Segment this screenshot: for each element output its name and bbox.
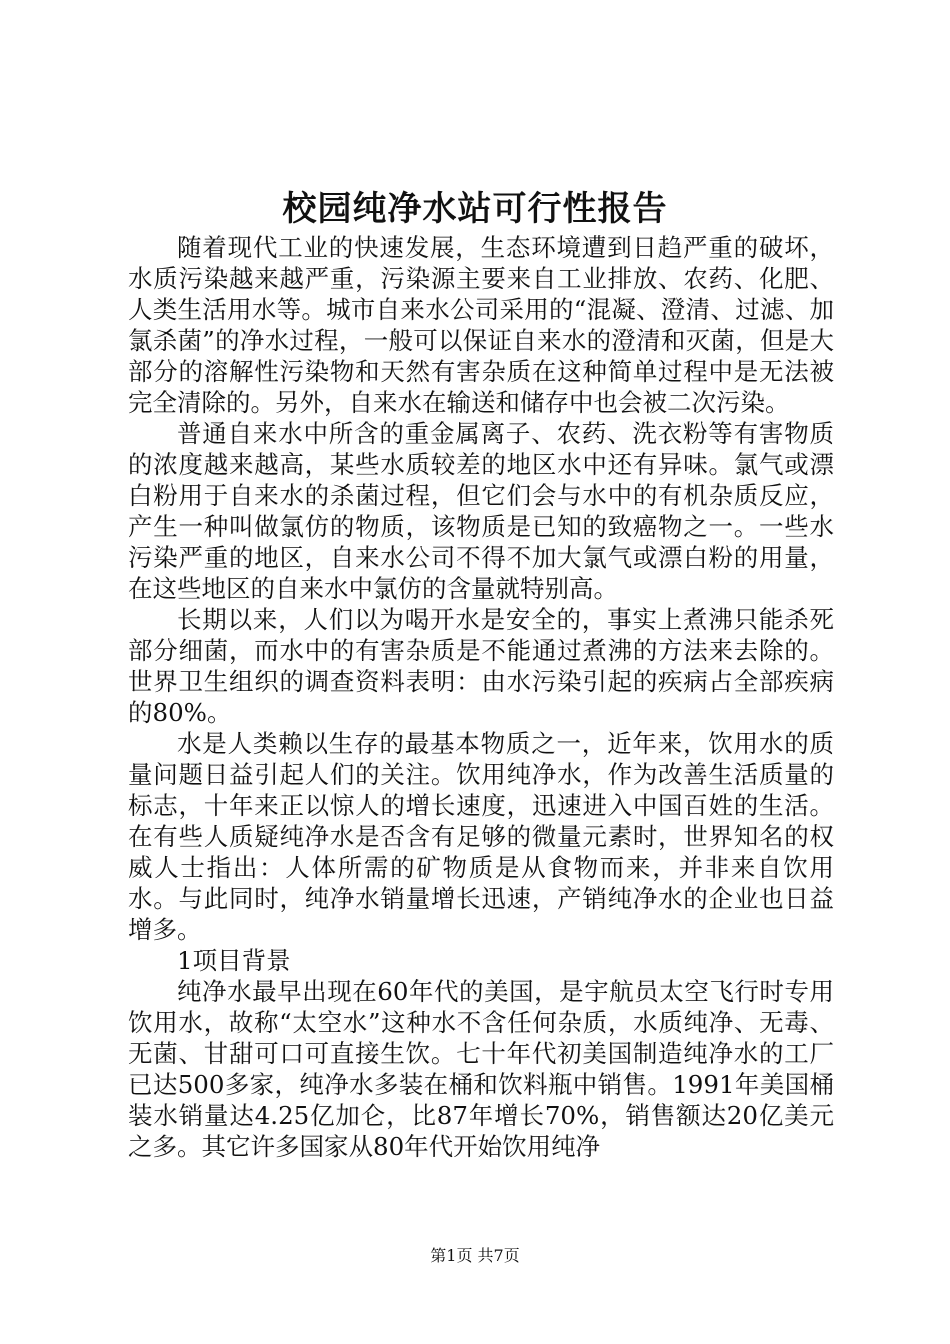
paragraph-purified-water-history: 纯净水最早出现在60年代的美国，是宇航员太空飞行时专用饮用水，故称“太空水”这种水不含任何杂质，水质纯净、无毒、无菌、甘甜可口可直接生饮。七十年代初美国制造纯净水的工厂已达500多家，纯净水多装在桶和饮料瓶中销售。1991年美国桶装水销量达4.25亿加仑，比87年增长70%，销售额达20亿美元之多。其它许多国家从80年代开始饮用纯净 — [128, 977, 834, 1161]
paragraph-tap-water-hazards: 普通自来水中所含的重金属离子、农药、洗衣粉等有害物质的浓度越来越高，某些水质较差的地区水中还有异味。氯气或漂白粉用于自来水的杀菌过程，但它们会与水中的有机杂质反应，产生一种叫做氯仿的物质，该物质是已知的致癌物之一。一些水污染严重的地区，自来水公司不得不加大氯气或漂白粉的用量，在这些地区的自来水中氯仿的含量就特别高。 — [128, 419, 834, 603]
paragraph-boiling-water: 长期以来，人们以为喝开水是安全的，事实上煮沸只能杀死部分细菌，而水中的有害杂质是不能通过煮沸的方法来去除的。世界卫生组织的调查资料表明：由水污染引起的疾病占全部疾病的80%。 — [128, 605, 834, 727]
paragraph-water-pollution: 随着现代工业的快速发展，生态环境遭到日趋严重的破坏，水质污染越来越严重，污染源主要来自工业排放、农药、化肥、人类生活用水等。城市自来水公司采用的“混凝、澄清、过滤、加氯杀菌”的净水过程，一般可以保证自来水的澄清和灭菌，但是大部分的溶解性污染物和天然有害杂质在这种简单过程中是无法被完全清除的。另外，自来水在输送和储存中也会被二次污染。 — [128, 233, 834, 417]
document-title: 校园纯净水站可行性报告 — [282, 189, 668, 229]
document-body — [128, 232, 834, 1162]
paragraph-drinking-water-quality: 水是人类赖以生存的最基本物质之一，近年来，饮用水的质量问题日益引起人们的关注。饮用纯净水，作为改善生活质量的标志，十年来正以惊人的增长速度，迅速进入中国百姓的生活。在有些人质疑纯净水是否含有足够的微量元素时，世界知名的权威人士指出：人体所需的矿物质是从食物而来，并非来自饮用水。与此同时，纯净水销量增长迅速，产销纯净水的企业也日益增多。 — [128, 729, 834, 944]
section-heading-project-background: 1项目背景 — [177, 946, 291, 975]
page-number-footer: 第1页 共7页 — [430, 1246, 520, 1265]
